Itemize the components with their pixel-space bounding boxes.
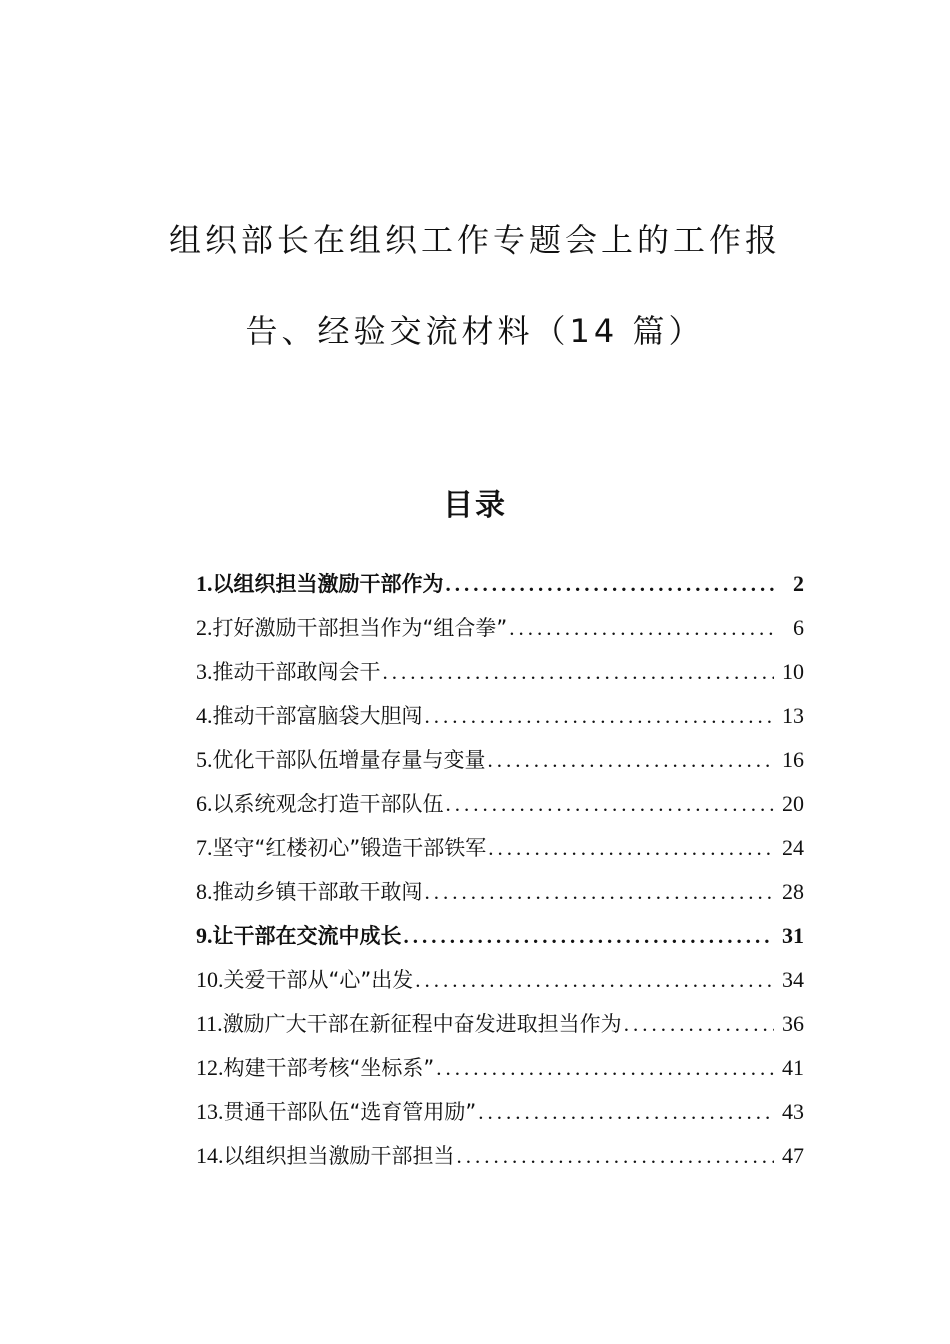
toc-entry-page-number: 16: [782, 747, 804, 772]
toc-dot-leader: [425, 704, 775, 729]
toc-entry-number: 5.: [196, 747, 213, 772]
toc-entry[interactable]: [196, 1052, 804, 1096]
toc-dot-leader: [415, 968, 774, 993]
toc-entry-number: 8.: [196, 879, 213, 904]
toc-entry[interactable]: [196, 876, 804, 920]
document-title-line-1: 组织部长在组织工作专题会上的工作报: [168, 221, 781, 259]
toc-dot-leader: [436, 1056, 774, 1081]
toc-entry-number: 14.: [196, 1143, 224, 1168]
toc-entry-page-number: 34: [782, 967, 804, 992]
toc-entry-title: 以系统观念打造干部队伍: [212, 792, 444, 816]
toc-entry-title: 让干部在交流中成长: [212, 924, 402, 948]
toc-entry-page-number: 24: [782, 835, 804, 860]
toc-entry-title: 构建干部考核“坐标系”: [223, 1056, 435, 1080]
toc-dot-leader: [446, 572, 775, 597]
toc-entry-page-number: 10: [782, 659, 804, 684]
toc-entry[interactable]: [196, 612, 804, 656]
toc-entry-page-number: 41: [782, 1055, 804, 1080]
toc-dot-leader: [446, 792, 775, 817]
toc-entry-page-number: 36: [782, 1011, 804, 1036]
toc-entry-page-number: 47: [782, 1143, 804, 1168]
toc-entry-number: 12.: [196, 1055, 224, 1080]
toc-entry-page-number: 2: [793, 571, 804, 596]
toc-entry-title: 优化干部队伍增量存量与变量: [212, 748, 486, 772]
toc-dot-leader: [457, 1144, 775, 1169]
toc-entry-number: 10.: [196, 967, 224, 992]
toc-entry[interactable]: [196, 964, 804, 1008]
toc-entry[interactable]: [196, 656, 804, 700]
toc-entry[interactable]: [196, 832, 804, 876]
toc-dot-leader: [404, 924, 775, 949]
toc-entry-number: 1.: [196, 571, 213, 596]
toc-entry-page-number: 13: [782, 703, 804, 728]
toc-entry[interactable]: [196, 744, 804, 788]
toc-entry-title: 坚守“红楼初心”锻造干部铁军: [212, 836, 487, 860]
toc-dot-leader: [624, 1012, 774, 1037]
toc-entry-page-number: 6: [793, 615, 804, 640]
toc-dot-leader: [425, 880, 775, 905]
toc-entry-number: 11.: [196, 1011, 223, 1036]
toc-entry-title: 激励广大干部在新征程中奋发进取担当作为: [222, 1012, 622, 1036]
toc-entry-number: 2.: [196, 615, 213, 640]
toc-heading: 目录: [443, 488, 507, 523]
table-of-contents: [196, 568, 804, 1184]
toc-entry-page-number: 43: [782, 1099, 804, 1124]
toc-dot-leader: [488, 748, 775, 773]
toc-entry-title: 以组织担当激励干部担当: [223, 1144, 455, 1168]
toc-entry-page-number: 31: [782, 923, 804, 948]
toc-entry[interactable]: [196, 568, 804, 612]
toc-entry-page-number: 20: [782, 791, 804, 816]
toc-entry[interactable]: [196, 1096, 804, 1140]
toc-entry[interactable]: [196, 788, 804, 832]
toc-entry-number: 3.: [196, 659, 213, 684]
document-title-line-2: 告、经验交流材料（14 篇）: [245, 312, 705, 350]
toc-entry-number: 4.: [196, 703, 213, 728]
toc-entry-page-number: 28: [782, 879, 804, 904]
toc-entry[interactable]: [196, 920, 804, 964]
toc-dot-leader: [478, 1100, 774, 1125]
toc-entry-title: 以组织担当激励干部作为: [212, 572, 444, 596]
toc-entry-title: 关爱干部从“心”出发: [223, 968, 414, 992]
toc-entry-title: 打好激励干部担当作为“组合拳”: [212, 616, 508, 640]
toc-entry-title: 推动乡镇干部敢干敢闯: [212, 880, 423, 904]
toc-dot-leader: [488, 836, 774, 861]
toc-entry-number: 6.: [196, 791, 213, 816]
toc-entry[interactable]: [196, 700, 804, 744]
toc-entry-number: 13.: [196, 1099, 224, 1124]
toc-entry-title: 推动干部富脑袋大胆闯: [212, 704, 423, 728]
toc-dot-leader: [509, 616, 774, 641]
toc-entry[interactable]: [196, 1008, 804, 1052]
toc-entry-title: 贯通干部队伍“选育管用励”: [223, 1100, 477, 1124]
toc-dot-leader: [383, 660, 775, 685]
toc-entry-number: 7.: [196, 835, 213, 860]
toc-entry[interactable]: [196, 1140, 804, 1184]
toc-entry-number: 9.: [196, 923, 213, 948]
toc-entry-title: 推动干部敢闯会干: [212, 660, 381, 684]
